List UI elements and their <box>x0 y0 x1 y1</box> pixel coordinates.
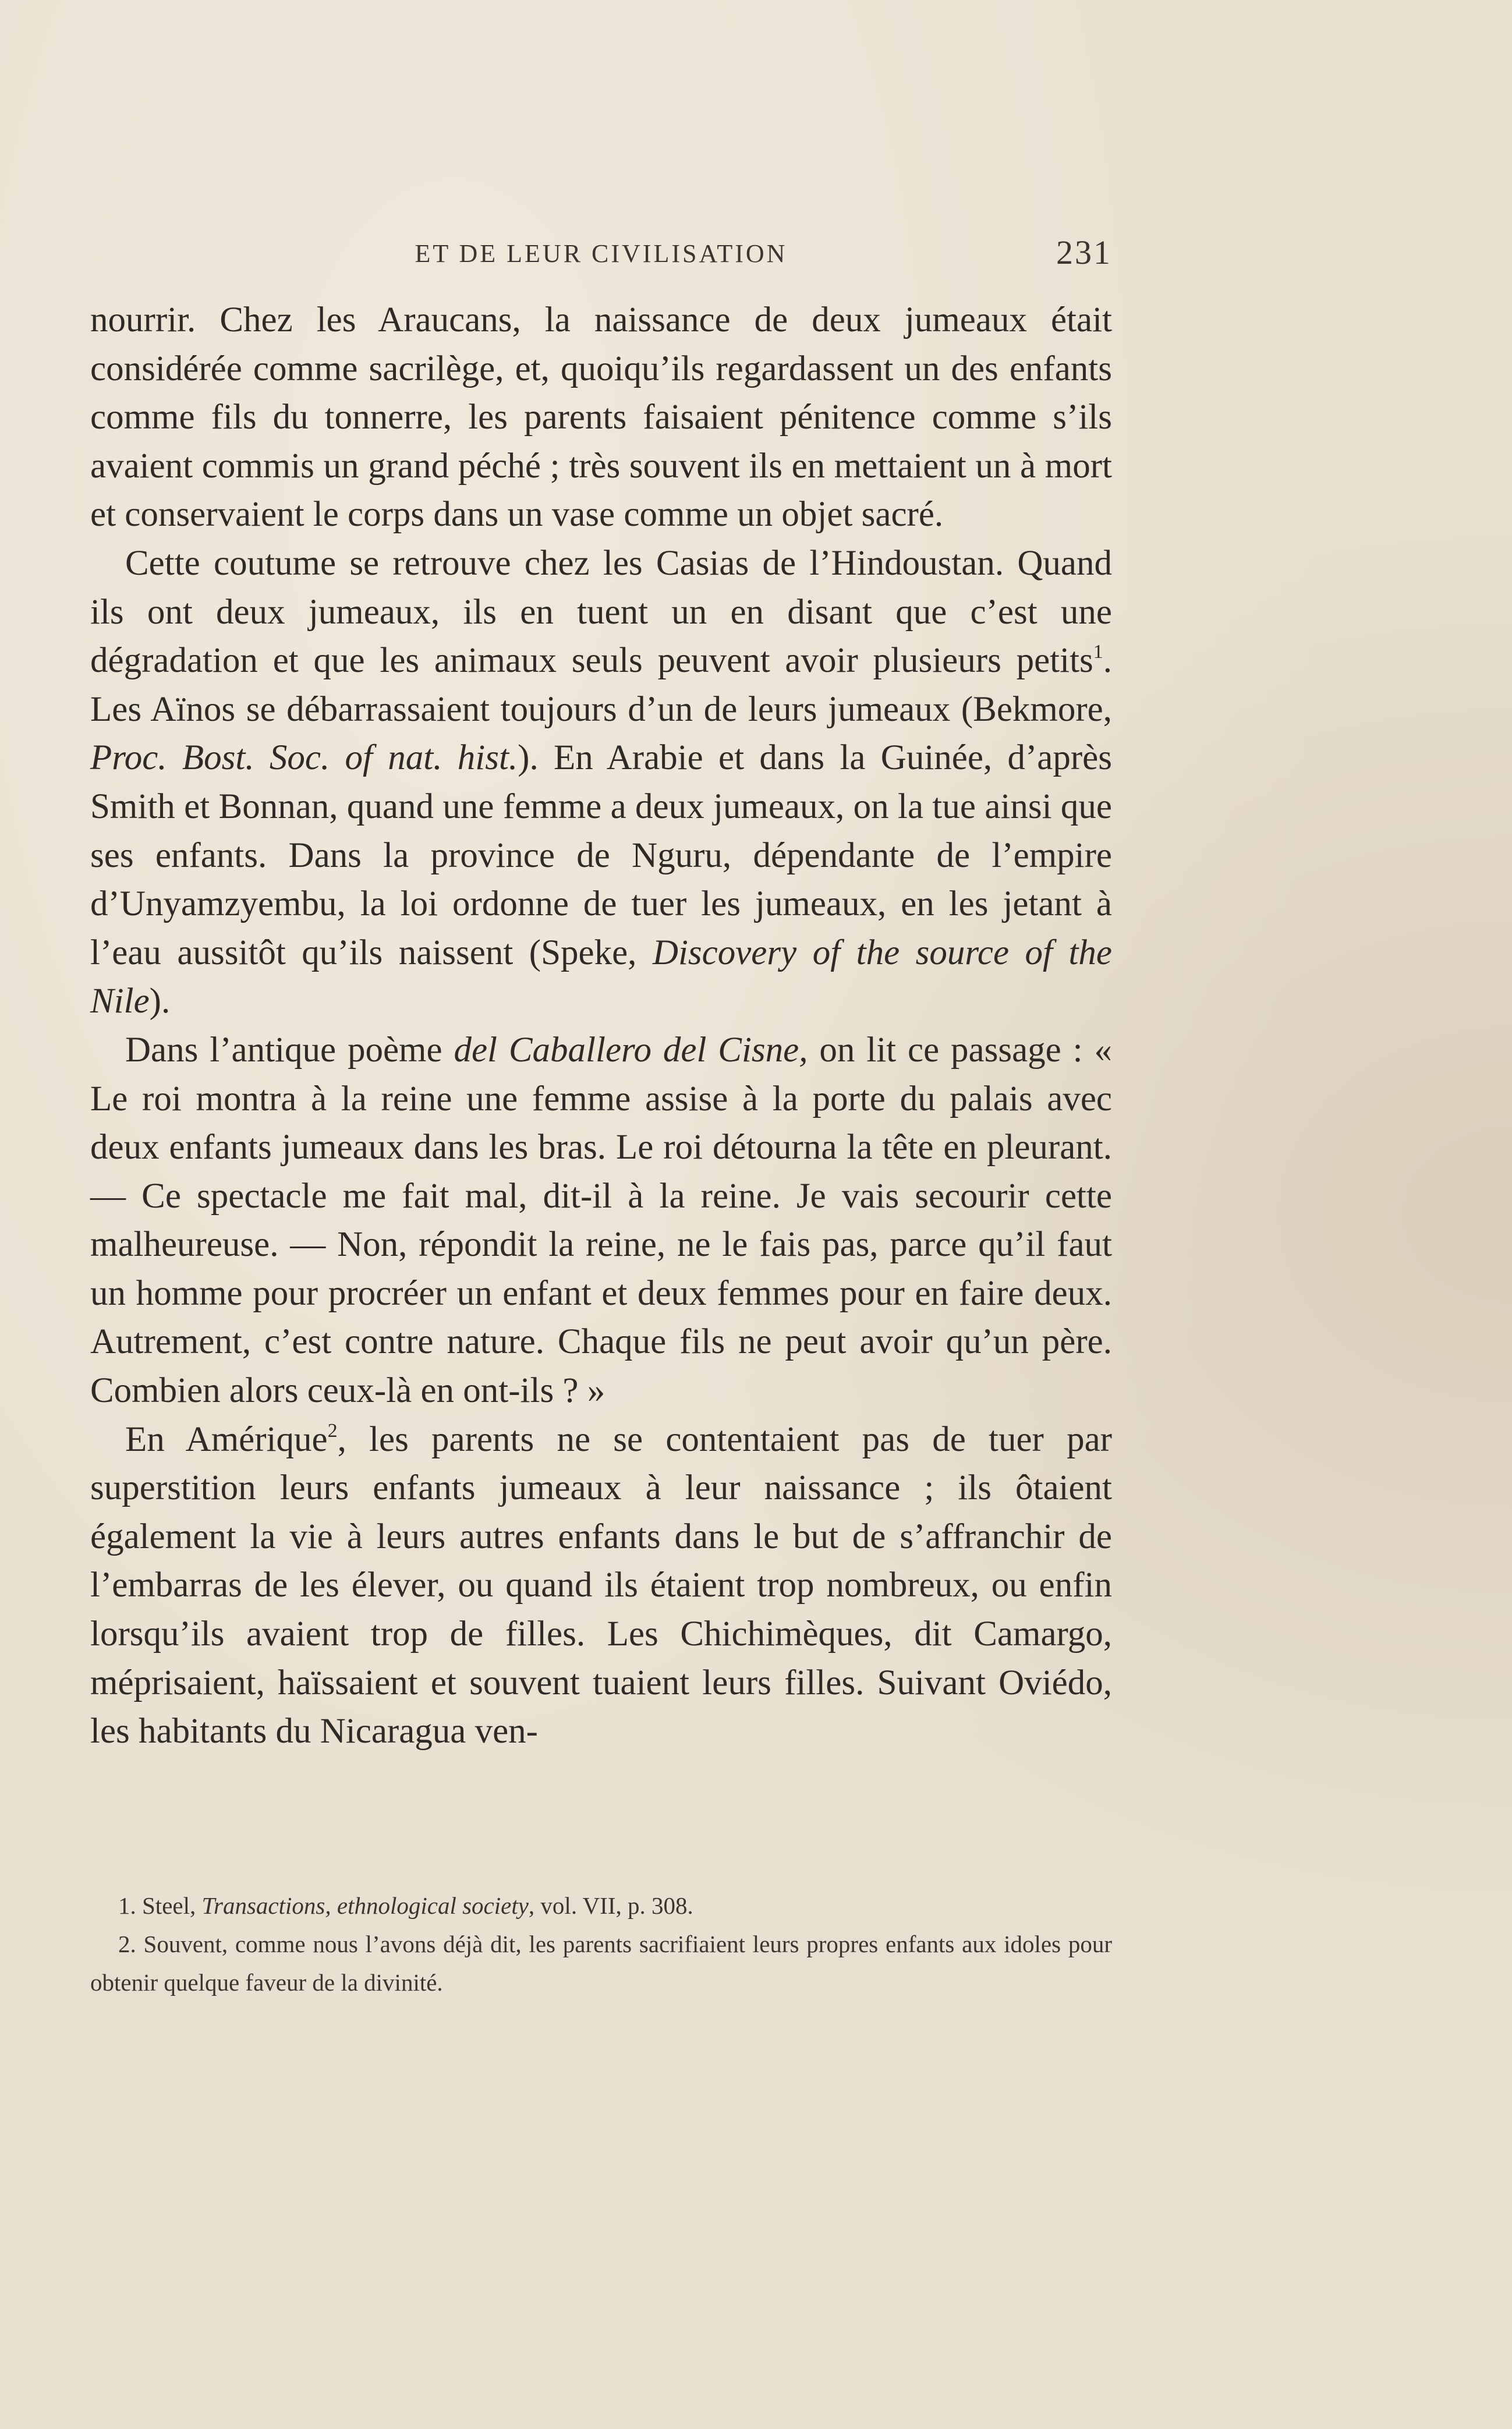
paragraph-3-part-a: Dans l’antique poème <box>125 1030 454 1070</box>
paragraph-3-part-b: on lit ce passage : « Le roi montra à la reine une femme assise à la porte du palais avec deux enfants jumeaux dans les bras. Le roi détourna la tête en pleurant. — Ce spectacle me fait mal, dit-il à la reine. Je vais secourir cette malheureuse. — Non, répondit la reine, ne le fais pas, parce qu’il faut un homme pour procréer un enfant et deux femmes pour en faire deux. Autrement, c’est contre nature. Chaque fils ne peut avoir qu’un père. Combien alors ceux-là en ont-ils ? » <box>90 1030 1112 1411</box>
footnote-1-part-b: , vol. VII, p. 308. <box>528 1892 693 1919</box>
paragraph-2-part-c: ). En Arabie et dans la Guinée, d’après Smith et Bonnan, quand une femme a deux jumeaux, on la tue ainsi que ses enfants. Dans la province de Nguru, dépendante de l’empire d’Unyamzyembu, la loi ordonne de tuer les jumeaux, en les jetant à l’eau aussitôt qu’ils naissent (Speke, <box>90 738 1112 972</box>
footnote-1-part-a: 1. Steel, <box>118 1892 202 1919</box>
footnote-ref-2: 2 <box>327 1419 338 1442</box>
paragraph-4-part-a: En Amérique <box>125 1419 328 1459</box>
paragraph-2 <box>90 539 1112 1026</box>
paragraph-3 <box>90 1026 1112 1415</box>
citation-discovery-nile: Discovery of the source of the Nile <box>90 933 1112 1021</box>
running-title: ET DE LEUR CIVILISATION <box>415 239 788 268</box>
main-text <box>90 296 1112 1756</box>
footnote-ref-1: 1 <box>1093 641 1103 663</box>
citation-proc-bost: Proc. Bost. Soc. of nat. hist. <box>90 738 518 778</box>
footnote-1-citation: Transactions, ethnological society <box>201 1892 529 1919</box>
citation-caballero-cisne: del Caballero del Cisne, <box>454 1030 808 1070</box>
footnotes <box>90 1886 1112 2002</box>
paragraph-2-part-a: Cette coutume se retrouve chez les Casias de l’Hindoustan. Quand ils ont deux jumeaux, ils en tuent un en disant que c’est une dégradation et que les animaux seuls peuvent avoir plusieurs petits <box>90 543 1112 681</box>
paragraph-4-part-b: , les parents ne se contentaient pas de tuer par superstition leurs enfants jumeaux à leur naissance ; ils ôtaient également la vie à leurs autres enfants dans le but de s’affranchir de l’embarras de les élever, ou quand ils étaient trop nombreux, ou enfin lorsqu’ils avaient trop de filles. Les Chichimèques, dit Camargo, méprisaient, haïssaient et souvent tuaient leurs filles. Suivant Oviédo, les habitants du Nicaragua ven- <box>90 1419 1112 1751</box>
paragraph-2-part-d: ). <box>149 982 171 1021</box>
page-header <box>90 233 1112 274</box>
paragraph-2-part-b: . Les Aïnos se débarrassaient toujours d’un de leurs jumeaux (Bekmore, <box>90 641 1112 729</box>
paragraph-4 <box>90 1415 1112 1756</box>
footnote-2: 2. Souvent, comme nous l’avons déjà dit, les parents sacrifiaient leurs propres enfants aux idoles pour obtenir quelque faveur de la divinité. <box>90 1931 1112 1996</box>
page-number: 231 <box>1056 233 1112 271</box>
footnote-1 <box>90 1886 1112 1925</box>
paragraph-1: nourrir. Chez les Araucans, la naissance de deux jumeaux était considérée comme sacrilège, et, quoiqu’ils regardassent un des enfants comme fils du tonnerre, les parents faisaient pénitence comme s’ils avaient commis un grand péché ; très souvent ils en mettaient un à mort et conservaient le corps dans un vase comme un objet sacré. <box>90 300 1112 534</box>
